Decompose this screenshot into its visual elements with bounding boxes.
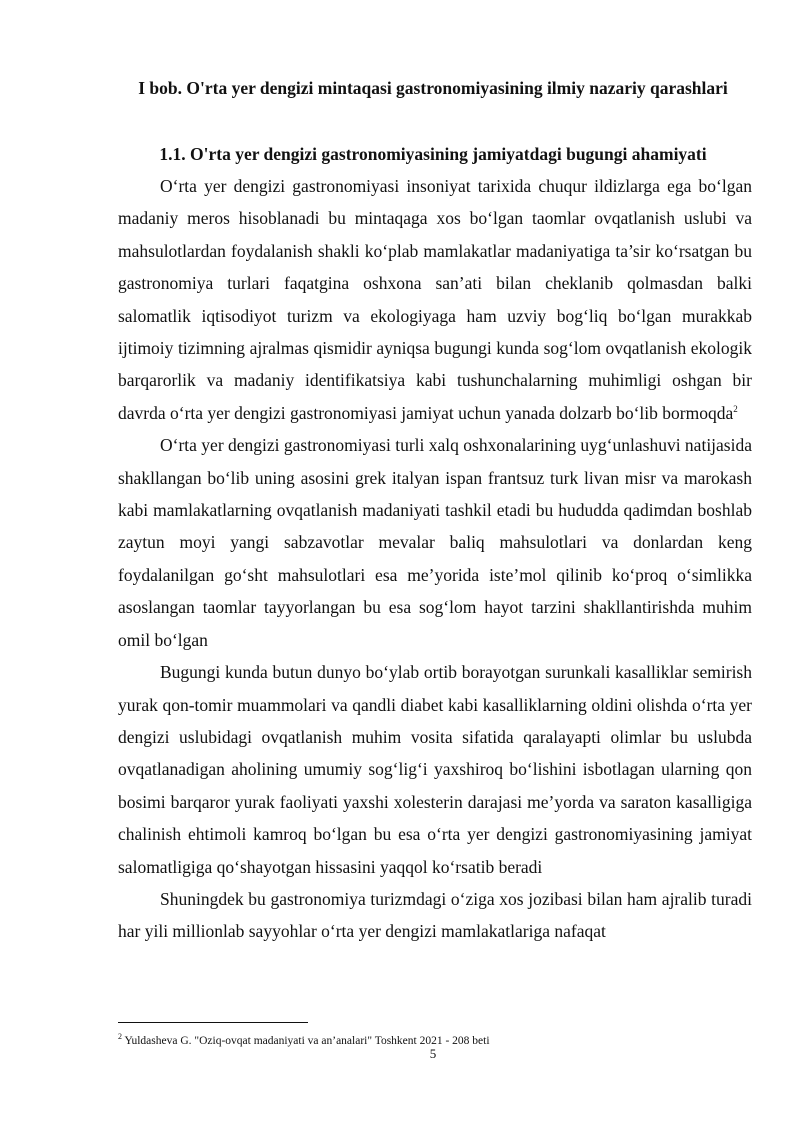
- footnote-divider: [118, 1022, 308, 1023]
- paragraph-3: Bugungi kunda butun dunyo bo‘ylab ortib borayotgan surunkali kasalliklar semirish yurak qon-tomir muammolari va qandli diabet kabi kasalliklarning oldini olishda o‘rta yer dengizi uslubidagi ovqatlanish muhim vosita sifatida qaralayapti olimlar bu uslubda ovqatlanadigan aholining umumiy sog‘lig‘i yaxshiroq bo‘lishini isbotlagan ularning qon bosimi barqaror yurak faoliyati yaxshi xolesterin darajasi me’yorda va saraton kasalligiga chalinish ehtimoli kamroq bo‘lgan bu esa o‘rta yer dengizi gastronomiyasining jamiyat salomatligiga qo‘shayotgan hissasini yaqqol ko‘rsatib beradi: [118, 662, 752, 877]
- paragraph-2: O‘rta yer dengizi gastronomiyasi turli xalq oshxonalarining uyg‘unlashuvi natijasida shakllangan bo‘lib uning asosini grek italyan ispan frantsuz turk livan misr va marokash kabi mamlakatlarning ovqatlanish madaniyati tashkil etadi bu hududda qadimdan boshlab zaytun moyi yangi sabzavotlar mevalar baliq mahsulotlari va donlardan keng foydalanilgan go‘sht mahsulotlari esa me’yorida iste’mol qilinib ko‘proq o‘simlikka asoslangan taomlar tayyorlangan bu esa sog‘lom hayot tarzini shakllantirishda muhim omil bo‘lgan: [118, 435, 752, 650]
- chapter-title: I bob. O'rta yer dengizi mintaqasi gastronomiyasining ilmiy nazariy qarashlari: [138, 78, 728, 98]
- footnote-marker: 2: [118, 1032, 122, 1041]
- footnote-text: Yuldasheva G. "Oziq-ovqat madaniyati va an’analari" Toshkent 2021 - 208 beti: [124, 1034, 490, 1047]
- paragraph-1: [118, 170, 752, 429]
- paragraph-4: Shuningdek bu gastronomiya turizmdagi o‘ziga xos jozibasi bilan ham ajralib turadi har yili millionlab sayyohlar o‘rta yer dengizi mamlakatlariga nafaqat: [118, 888, 752, 942]
- body-text: [118, 170, 752, 948]
- paragraph-1-text: O‘rta yer dengizi gastronomiyasi insoniyat tarixida chuqur ildizlarga ega bo‘lgan madaniy meros hisoblanadi bu mintaqaga xos bo‘lgan taomlar ovqatlanish uslubi va mahsulotlardan foydalanish shakli ko‘plab mamlakatlar madaniyatiga ta’sir ko‘rsatgan bu gastronomiya turlari faqatgina oshxona san’ati bilan cheklanib qolmasdan balki salomatlik iqtisodiyot turizm va ekologiyaga ham uzviy bog‘liq bo‘lgan murakkab ijtimoiy tizimning ajralmas qismidir ayniqsa bugungi kunda sog‘lom ovqatlanish ekologik barqarorlik va madaniy identifikatsiya kabi tushunchalarning muhimligi oshgan bir davrda o‘rta yer dengizi gastronomiyasi jamiyat uchun yanada dolzarb bo‘lib bormoqda: [118, 176, 752, 423]
- footnote-reference: 2: [733, 404, 738, 415]
- section-title: 1.1. O'rta yer dengizi gastronomiyasining jamiyatdagi bugungi ahamiyati: [159, 144, 707, 164]
- page-number: 5: [429, 1046, 437, 1061]
